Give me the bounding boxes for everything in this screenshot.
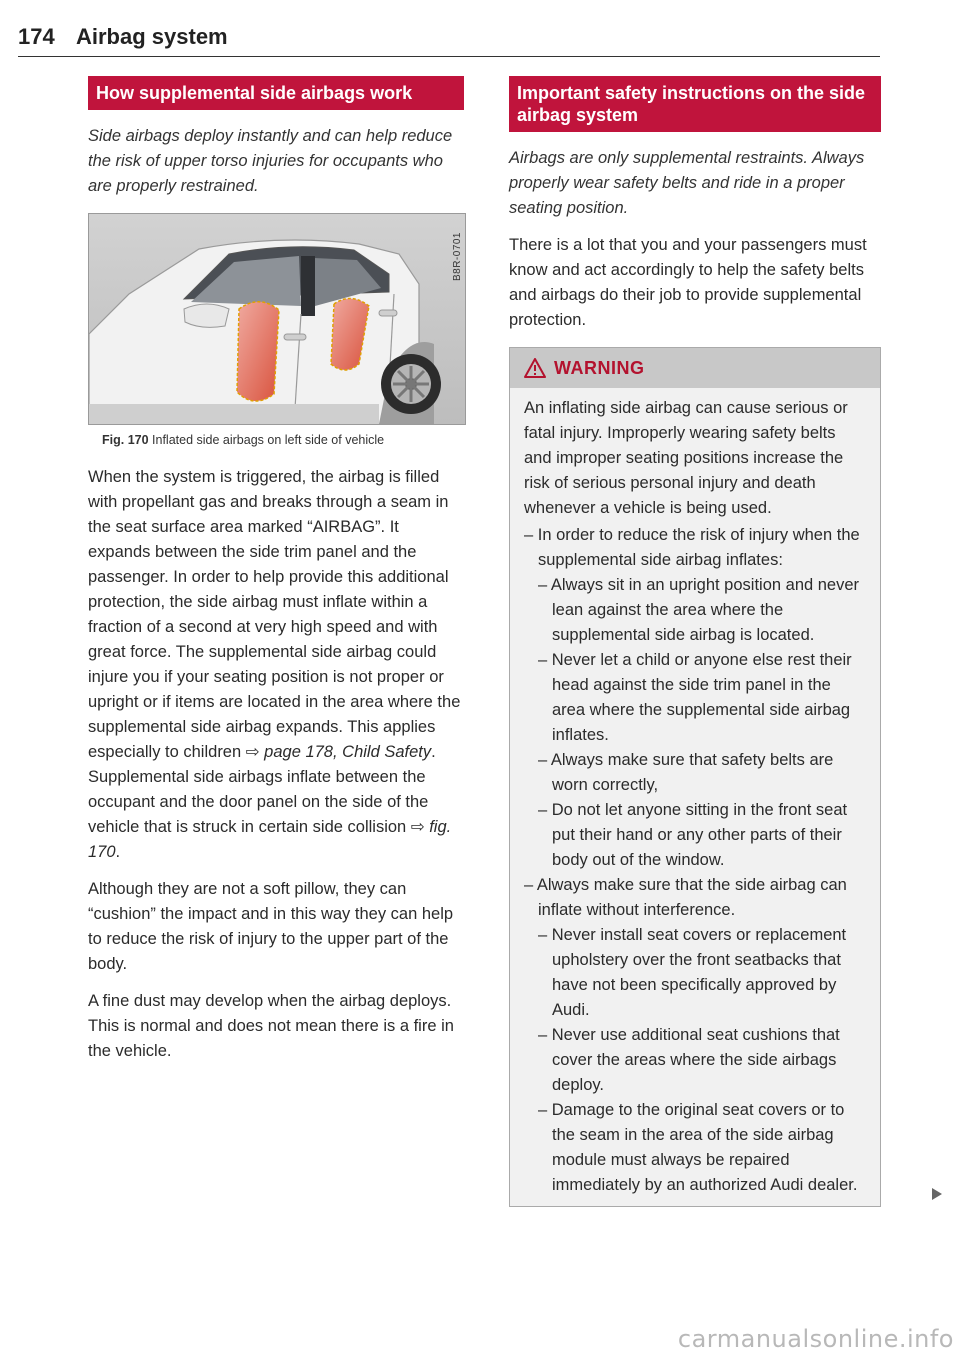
- warning-subitem: – Always make sure that safety belts are worn correctly,: [538, 751, 834, 794]
- figure-170: [88, 213, 466, 425]
- link-fig-170[interactable]: ⇨ fig. 170: [88, 818, 452, 861]
- paragraph-dust: A fine dust may develop when the airbag deploys. This is normal and does not mean there is a fire in the vehicle.: [88, 992, 454, 1060]
- car-side-airbags-illustration: [89, 214, 465, 424]
- figure-caption-text: Inflated side airbags on left side of vehicle: [152, 433, 385, 447]
- warning-item: – In order to reduce the risk of injury when the supplemental side airbag inflates:: [524, 526, 860, 569]
- page-header: [18, 22, 880, 57]
- warning-title: WARNING: [554, 357, 645, 378]
- warning-subitem: – Always sit in an upright position and never lean against the area where the supplemental side airbag is located.: [538, 576, 860, 644]
- figure-code: B8R-0701: [452, 232, 463, 282]
- link-child-safety[interactable]: ⇨ page 178, Child Safety: [245, 743, 432, 761]
- warning-subitem: – Never install seat covers or replacement upholstery over the front seatbacks that have not been specifically approved by Audi.: [538, 926, 847, 1019]
- paragraph-cushion: Although they are not a soft pillow, they can “cushion” the impact and in this way they can help to reduce the risk of injury to the upper part of the body.: [88, 880, 454, 973]
- warning-body: [510, 388, 880, 1206]
- side-airbags-heading: How supplemental side airbags work: [88, 76, 464, 110]
- warning-subitem: – Never use additional seat cushions that cover the areas where the side airbags deploy.: [538, 1026, 840, 1094]
- warning-triangle-icon: [524, 358, 546, 378]
- paragraph-triggered: [88, 465, 464, 865]
- warning-intro: An inflating side airbag can cause serious or fatal injury. Improperly wearing safety belts and improper seating positions increase the risk of serious personal injury and death whenever a vehicle is being used.: [524, 399, 848, 517]
- watermark: carmanualsonline.info: [677, 1325, 954, 1353]
- right-column: [509, 76, 881, 1207]
- figure-label: Fig. 170: [102, 433, 149, 447]
- warning-item: – Always make sure that the side airbag can inflate without interference.: [524, 876, 847, 919]
- para-text: When the system is triggered, the airbag is filled with propellant gas and breaks through a seam in the seat surface area marked “AIRBAG”. It expands between the side trim panel and the passenger. In order to help provide this additional protection, the side airbag must inflate within a fraction of a second at very high speed and with great force. The supplemental side airbag could injure you if your seating position is not proper or upright or if items are located in the area where the supplemental side airbag expands. This applies especially to children: [88, 468, 461, 761]
- page-number: 174: [18, 24, 55, 49]
- section-title: Airbag system: [76, 24, 228, 49]
- warning-subitem: – Never let a child or anyone else rest their head against the side trim panel in the area where the supplemental side airbag inflates.: [538, 651, 852, 744]
- warning-subitem: – Damage to the original seat covers or to the seam in the area of the side airbag module must always be repaired immediately by an authorized Audi dealer.: [538, 1101, 858, 1194]
- para-text: .: [115, 843, 121, 861]
- warning-subitem: – Do not let anyone sitting in the front seat put their hand or any other parts of their body out of the window.: [538, 801, 848, 869]
- paragraph-passengers: There is a lot that you and your passengers must know and act accordingly to help the safety belts and airbags do their job to provide supplemental protection.: [509, 236, 867, 329]
- left-column: [88, 76, 464, 1076]
- intro-italic-right: Airbags are only supplemental restraints. Always properly wear safety belts and ride in a proper seating position.: [509, 149, 865, 217]
- figure-caption: [102, 433, 464, 447]
- warning-header: [510, 348, 880, 388]
- para-text: . Supplemental side airbags inflate between the occupant and the door panel on the side of the vehicle that is struck in certain side collision: [88, 743, 436, 836]
- continue-arrow-icon: [932, 1188, 942, 1200]
- safety-instructions-heading: Important safety instructions on the side airbag system: [509, 76, 881, 132]
- warning-box: [509, 347, 881, 1207]
- intro-italic: Side airbags deploy instantly and can help reduce the risk of upper torso injuries for occupants who are properly restrained.: [88, 127, 453, 195]
